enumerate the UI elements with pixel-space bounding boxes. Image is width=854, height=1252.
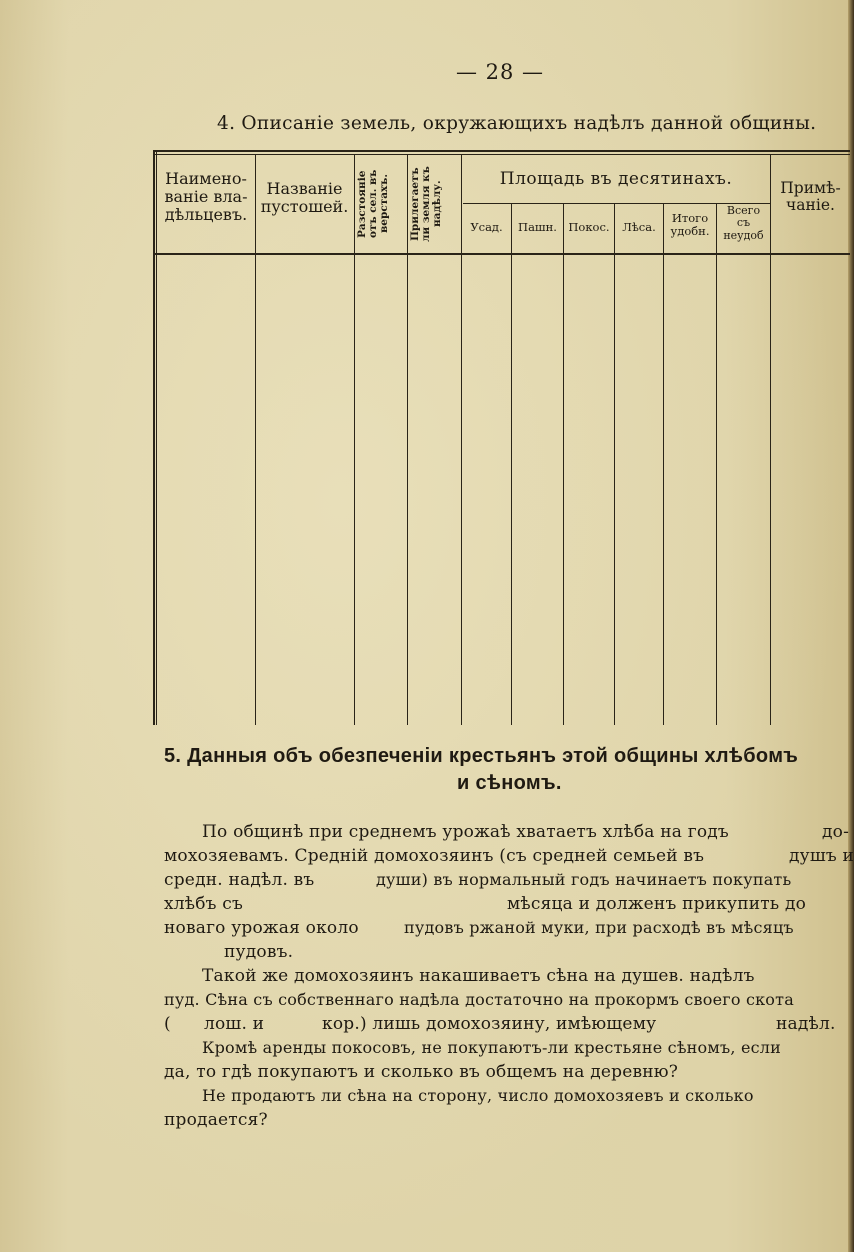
header-distance-line2: отъ сел. въ <box>367 169 380 239</box>
header-itogo <box>664 212 716 238</box>
header-owners <box>157 170 255 224</box>
text-line: средн. надѣл. въ <box>164 870 315 890</box>
text-line: душъ и <box>789 846 854 866</box>
text-line: мѣсяца и долженъ прикупить до <box>507 894 807 914</box>
header-vsego <box>717 205 770 242</box>
col-rule-3 <box>407 154 408 725</box>
text-line: пуд. Сѣна съ собственнаго надѣла достаточно на прокормъ своего скота <box>164 990 794 1009</box>
header-wasteland <box>255 180 354 216</box>
header-adjacent-line2: ли земля къ <box>420 166 433 242</box>
header-notes-line1: Примѣ- <box>780 179 841 197</box>
header-owners-line2: ваніе вла- <box>164 186 248 206</box>
col-rule-9 <box>716 204 717 725</box>
col-rule-0 <box>153 150 155 725</box>
lands-table <box>153 150 850 725</box>
area-subheader-rule <box>463 203 770 204</box>
section-5-title-line1: 5. Данныя объ обезпеченіи крестьянъ этой общины хлѣбомъ <box>164 745 799 767</box>
header-wasteland-line1: Названіе <box>266 179 343 198</box>
text-line: ( <box>164 1014 171 1034</box>
header-area-group: Площадь въ десятинахъ. <box>499 169 733 189</box>
text-line: Не продаютъ ли сѣна на сторону, число домохозяевъ и сколько <box>202 1086 754 1105</box>
header-bottom-rule <box>153 253 850 255</box>
header-wasteland-line2: пустошей. <box>260 196 349 216</box>
header-itogo-line2: удобн. <box>670 223 710 238</box>
header-vsego-line1: Всего <box>726 204 761 217</box>
header-owners-line3: дѣльцевъ. <box>164 204 248 224</box>
col-rule-2 <box>354 154 355 725</box>
table-top-rule-2 <box>155 154 850 155</box>
text-line: кор.) лишь домохозяину, имѣющему <box>322 1014 657 1034</box>
text-line: лош. и <box>204 1014 265 1034</box>
header-pokos: Покос. <box>568 220 610 234</box>
header-distance <box>357 158 405 250</box>
col-rule-10 <box>770 154 771 725</box>
header-distance-line1: Разстояніе <box>356 170 368 238</box>
header-lesa: Лѣса. <box>622 220 656 234</box>
header-notes-line2: чаніе. <box>786 196 835 215</box>
text-line: По общинѣ при среднемъ урожаѣ хватаетъ хлѣба на годъ <box>202 822 729 842</box>
header-usad: Усад. <box>470 220 503 234</box>
col-rule-7 <box>614 204 615 725</box>
header-vsego-line3: неудоб <box>723 228 764 242</box>
header-adjacent-line3: надѣлу. <box>431 180 444 228</box>
col-rule-6 <box>563 204 564 725</box>
col-rule-0b <box>156 150 157 725</box>
page-number: — 28 — <box>455 60 545 84</box>
text-line: мохозяевамъ. Средній домохозяинъ (съ средней семьей въ <box>164 846 705 866</box>
text-line: Кромѣ аренды покосовъ, не покупаютъ-ли крестьяне сѣномъ, если <box>202 1038 782 1057</box>
header-vsego-line2: съ <box>736 216 751 230</box>
text-line: новаго урожая около <box>164 918 359 938</box>
header-pashn: Пашн. <box>518 220 557 234</box>
text-line: пудовъ. <box>224 942 294 962</box>
table-top-rule <box>153 150 850 152</box>
col-rule-1 <box>255 154 256 725</box>
text-line: души) въ нормальный годъ начинаетъ покупать <box>376 870 792 889</box>
text-line: Такой же домохозяинъ накашиваетъ сѣна на душев. надѣлъ <box>202 966 755 986</box>
col-rule-8 <box>663 204 664 725</box>
section-5-title-line2: и сѣномъ. <box>457 772 562 794</box>
text-line: продается? <box>164 1110 268 1130</box>
text-line: хлѣбъ съ <box>164 894 244 914</box>
text-line: до- <box>822 822 850 842</box>
header-adjacent <box>410 158 458 250</box>
header-itogo-line1: Итого <box>671 211 709 225</box>
text-line: пудовъ ржаной муки, при расходѣ въ мѣсяцъ <box>404 918 794 937</box>
section-4-title: 4. Описаніе земель, окружающихъ надѣлъ данной общины. <box>217 113 817 134</box>
header-distance-line3: верстахъ. <box>378 174 391 234</box>
text-line: да, то гдѣ покупаютъ и сколько въ общемъ на деревню? <box>164 1062 679 1082</box>
header-owners-line1: Наимено- <box>165 169 247 188</box>
text-line: надѣл. <box>776 1014 836 1034</box>
header-adjacent-line1: Прилегаетъ <box>409 167 421 241</box>
header-notes <box>771 180 850 215</box>
col-rule-5 <box>511 204 512 725</box>
col-rule-4 <box>461 154 462 725</box>
